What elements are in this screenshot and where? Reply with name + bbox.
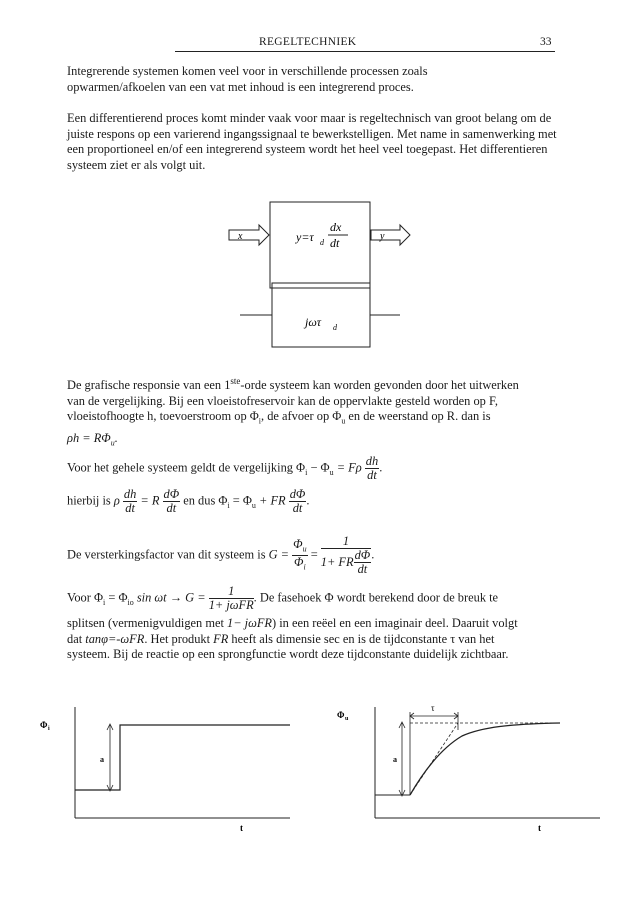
p5-line2b: . Het produkt <box>144 631 214 646</box>
page-number: 33 <box>540 36 552 48</box>
equation-hierbij <box>67 488 587 515</box>
eq3-den2a: 1+ FR <box>320 555 354 569</box>
eq2-text: hierbij is <box>67 493 114 508</box>
input-step-graph <box>40 707 290 833</box>
eq-sub: d <box>320 238 324 247</box>
eq2-den2: dt <box>166 501 177 515</box>
eq3-fraction2 <box>321 535 371 576</box>
equation-systeem <box>67 455 587 482</box>
eq3-fraction1 <box>292 538 307 574</box>
right-ylabel: Φ <box>337 710 345 720</box>
eq2-fraction2 <box>163 488 181 515</box>
equation-voor <box>67 585 627 612</box>
eq1-mid: − Φ <box>307 460 330 475</box>
eq2-num2: dΦ <box>163 487 180 501</box>
eq3-den2-num: dΦ <box>354 548 371 562</box>
eq3-inner-fraction <box>354 547 375 576</box>
eq3-G: G = <box>268 547 293 562</box>
p3-line1a: De grafische responsie van een 1 <box>67 378 231 393</box>
eq2-num1: dh <box>123 487 137 501</box>
left-ylabel: Φ <box>40 720 48 730</box>
right-ysub: u <box>345 716 349 722</box>
p5-line1a: splitsen (vermenigvuldigen met <box>67 616 228 630</box>
eq4-mid: = Φ <box>105 590 128 605</box>
eq-den: dt <box>330 236 340 250</box>
p3-line3c: en de weerstand op R. dan is <box>345 409 491 424</box>
block-diagram <box>0 185 638 355</box>
differentiator-equation <box>295 220 348 250</box>
input-arrow <box>229 225 269 245</box>
eq4-fraction <box>209 585 254 612</box>
p3-sub1: i <box>258 416 262 426</box>
left-ysub: i <box>48 726 50 732</box>
output-label: y <box>380 231 385 242</box>
eq3-den1: Φ <box>294 555 304 569</box>
eq4-sin: sin ωt → G = <box>133 590 209 605</box>
eq2-den1: dt <box>125 501 135 515</box>
input-label: x <box>238 231 243 242</box>
eq4-sub-io: io <box>127 597 134 607</box>
p5-line1-math: 1− jωFR <box>227 616 272 630</box>
p3-line1b: -orde systeem kan worden gevonden door het uitwerken <box>240 378 519 393</box>
eq3-den2-den: dt <box>357 562 368 576</box>
eq1-sub-u: u <box>329 467 334 477</box>
step-signal <box>75 725 290 790</box>
eq2-end: . <box>306 493 310 508</box>
freq-sub: d <box>333 323 337 332</box>
eq2-mid: = Φ <box>229 493 252 508</box>
eq4-sub-i: i <box>103 597 106 607</box>
eq2-rho: ρ <box>113 493 120 508</box>
p5-line2-math2: FR <box>213 631 229 646</box>
p5-line2-math: tanφ=-ωFR <box>85 631 145 646</box>
eq3-end: . <box>371 547 375 562</box>
eq4-text-b: . De fasehoek Φ wordt berekend door de breuk te <box>253 590 499 605</box>
paragraph-grafische-responsie <box>67 374 567 451</box>
header-rule <box>175 51 555 52</box>
running-header: REGELTECHNIEK <box>259 36 357 48</box>
p5-line2a: dat <box>67 631 86 646</box>
eq1-fraction <box>365 455 379 482</box>
eq1-text: Voor het gehele systeem geldt de vergelijking Φ <box>67 460 306 475</box>
right-amplitude-label: a <box>393 755 397 764</box>
tau-label: τ <box>431 703 435 713</box>
freq-main: jωτ <box>305 315 322 329</box>
frequency-equation <box>303 315 338 332</box>
right-xlabel: t <box>538 823 541 833</box>
output-response-graph <box>337 703 600 833</box>
response-graphs <box>0 690 638 850</box>
eq2-den3: dt <box>292 501 303 515</box>
eq3-eq: = <box>307 547 321 562</box>
p3-line3b: , de afvoer op Φ <box>261 409 342 424</box>
eq1-eqpart: = Fρ <box>333 460 362 475</box>
paragraph-splitsen <box>67 616 587 663</box>
eq1-den: dt <box>367 468 377 482</box>
output-arrow <box>371 225 410 245</box>
left-amplitude-label: a <box>100 755 104 764</box>
eq2-fraction3 <box>289 487 310 515</box>
eq2-eqR: = R <box>137 493 160 508</box>
p5-line1b: ) in een reëel en een imaginair deel. Daaruit volgt <box>272 616 518 630</box>
eq1-num: dh <box>365 454 379 468</box>
eq3-num1: Φ <box>293 536 303 551</box>
eq4-num: 1 <box>209 585 254 599</box>
p3-eq-end: . <box>114 431 118 446</box>
eq1-sub-i: i <box>305 467 308 477</box>
p5-line3: systeem. Bij de reactie op een sprongfunctie wordt deze tijdconstante duidelijk zichtbaar. <box>67 647 509 662</box>
eq2-plus: + FR <box>255 493 286 508</box>
left-xlabel: t <box>240 823 243 833</box>
eq-lhs: y=τ <box>296 230 314 244</box>
eq2-fraction1 <box>123 488 137 515</box>
paragraph-differentierend: Een differentierend proces komt minder vaak voor maar is regeltechnisch van groot belang om de juiste respons op een varierend ingangssignaal te bewerkstelligen. Met name in samenwerking met een proportioneel en/of een integrerend systeem wordt het heel veel toegepast. Het differentieren systeem ziet er als volgt uit. <box>67 111 557 172</box>
p3-sup: ste <box>230 376 241 386</box>
eq1-end: . <box>379 460 383 475</box>
tangent-line <box>410 723 458 795</box>
eq2-text-b: en dus Φ <box>183 493 228 508</box>
p3-sub2: u <box>341 416 346 426</box>
p3-line3a: vloeistofhoogte h, toevoerstroom op Φ <box>67 409 259 424</box>
response-curve <box>410 723 560 795</box>
eq3-den1-sub: i <box>303 562 306 572</box>
equation-versterking <box>67 535 607 576</box>
p3-eq-sub: u <box>110 438 115 448</box>
p3-line2: van de vergelijking. Bij een vloeistofreservoir kan de oppervlakte gesteld worden op F, <box>67 393 498 408</box>
paragraph-integrerend: Integrerende systemen komen veel voor in verschillende processen zoals opwarmen/afkoelen van een vat met inhoud is een integrerend proces. <box>67 64 428 94</box>
eq2-sub-i: i <box>227 500 230 510</box>
eq4-text: Voor Φ <box>67 590 104 605</box>
p3-eq: ρh = RΦ <box>67 431 111 446</box>
eq3-num2: 1 <box>321 535 371 549</box>
eq3-text: De versterkingsfactor van dit systeem is <box>67 547 269 562</box>
eq2-num3: dΦ <box>289 487 306 501</box>
eq3-num1-sub: u <box>302 544 307 553</box>
eq4-den: 1+ jωFR <box>208 598 254 612</box>
p5-line2c: heeft als dimensie sec en is de tijdconstante τ van het <box>228 631 495 646</box>
eq-num: dx <box>330 220 342 234</box>
eq2-sub-u: u <box>251 500 256 510</box>
